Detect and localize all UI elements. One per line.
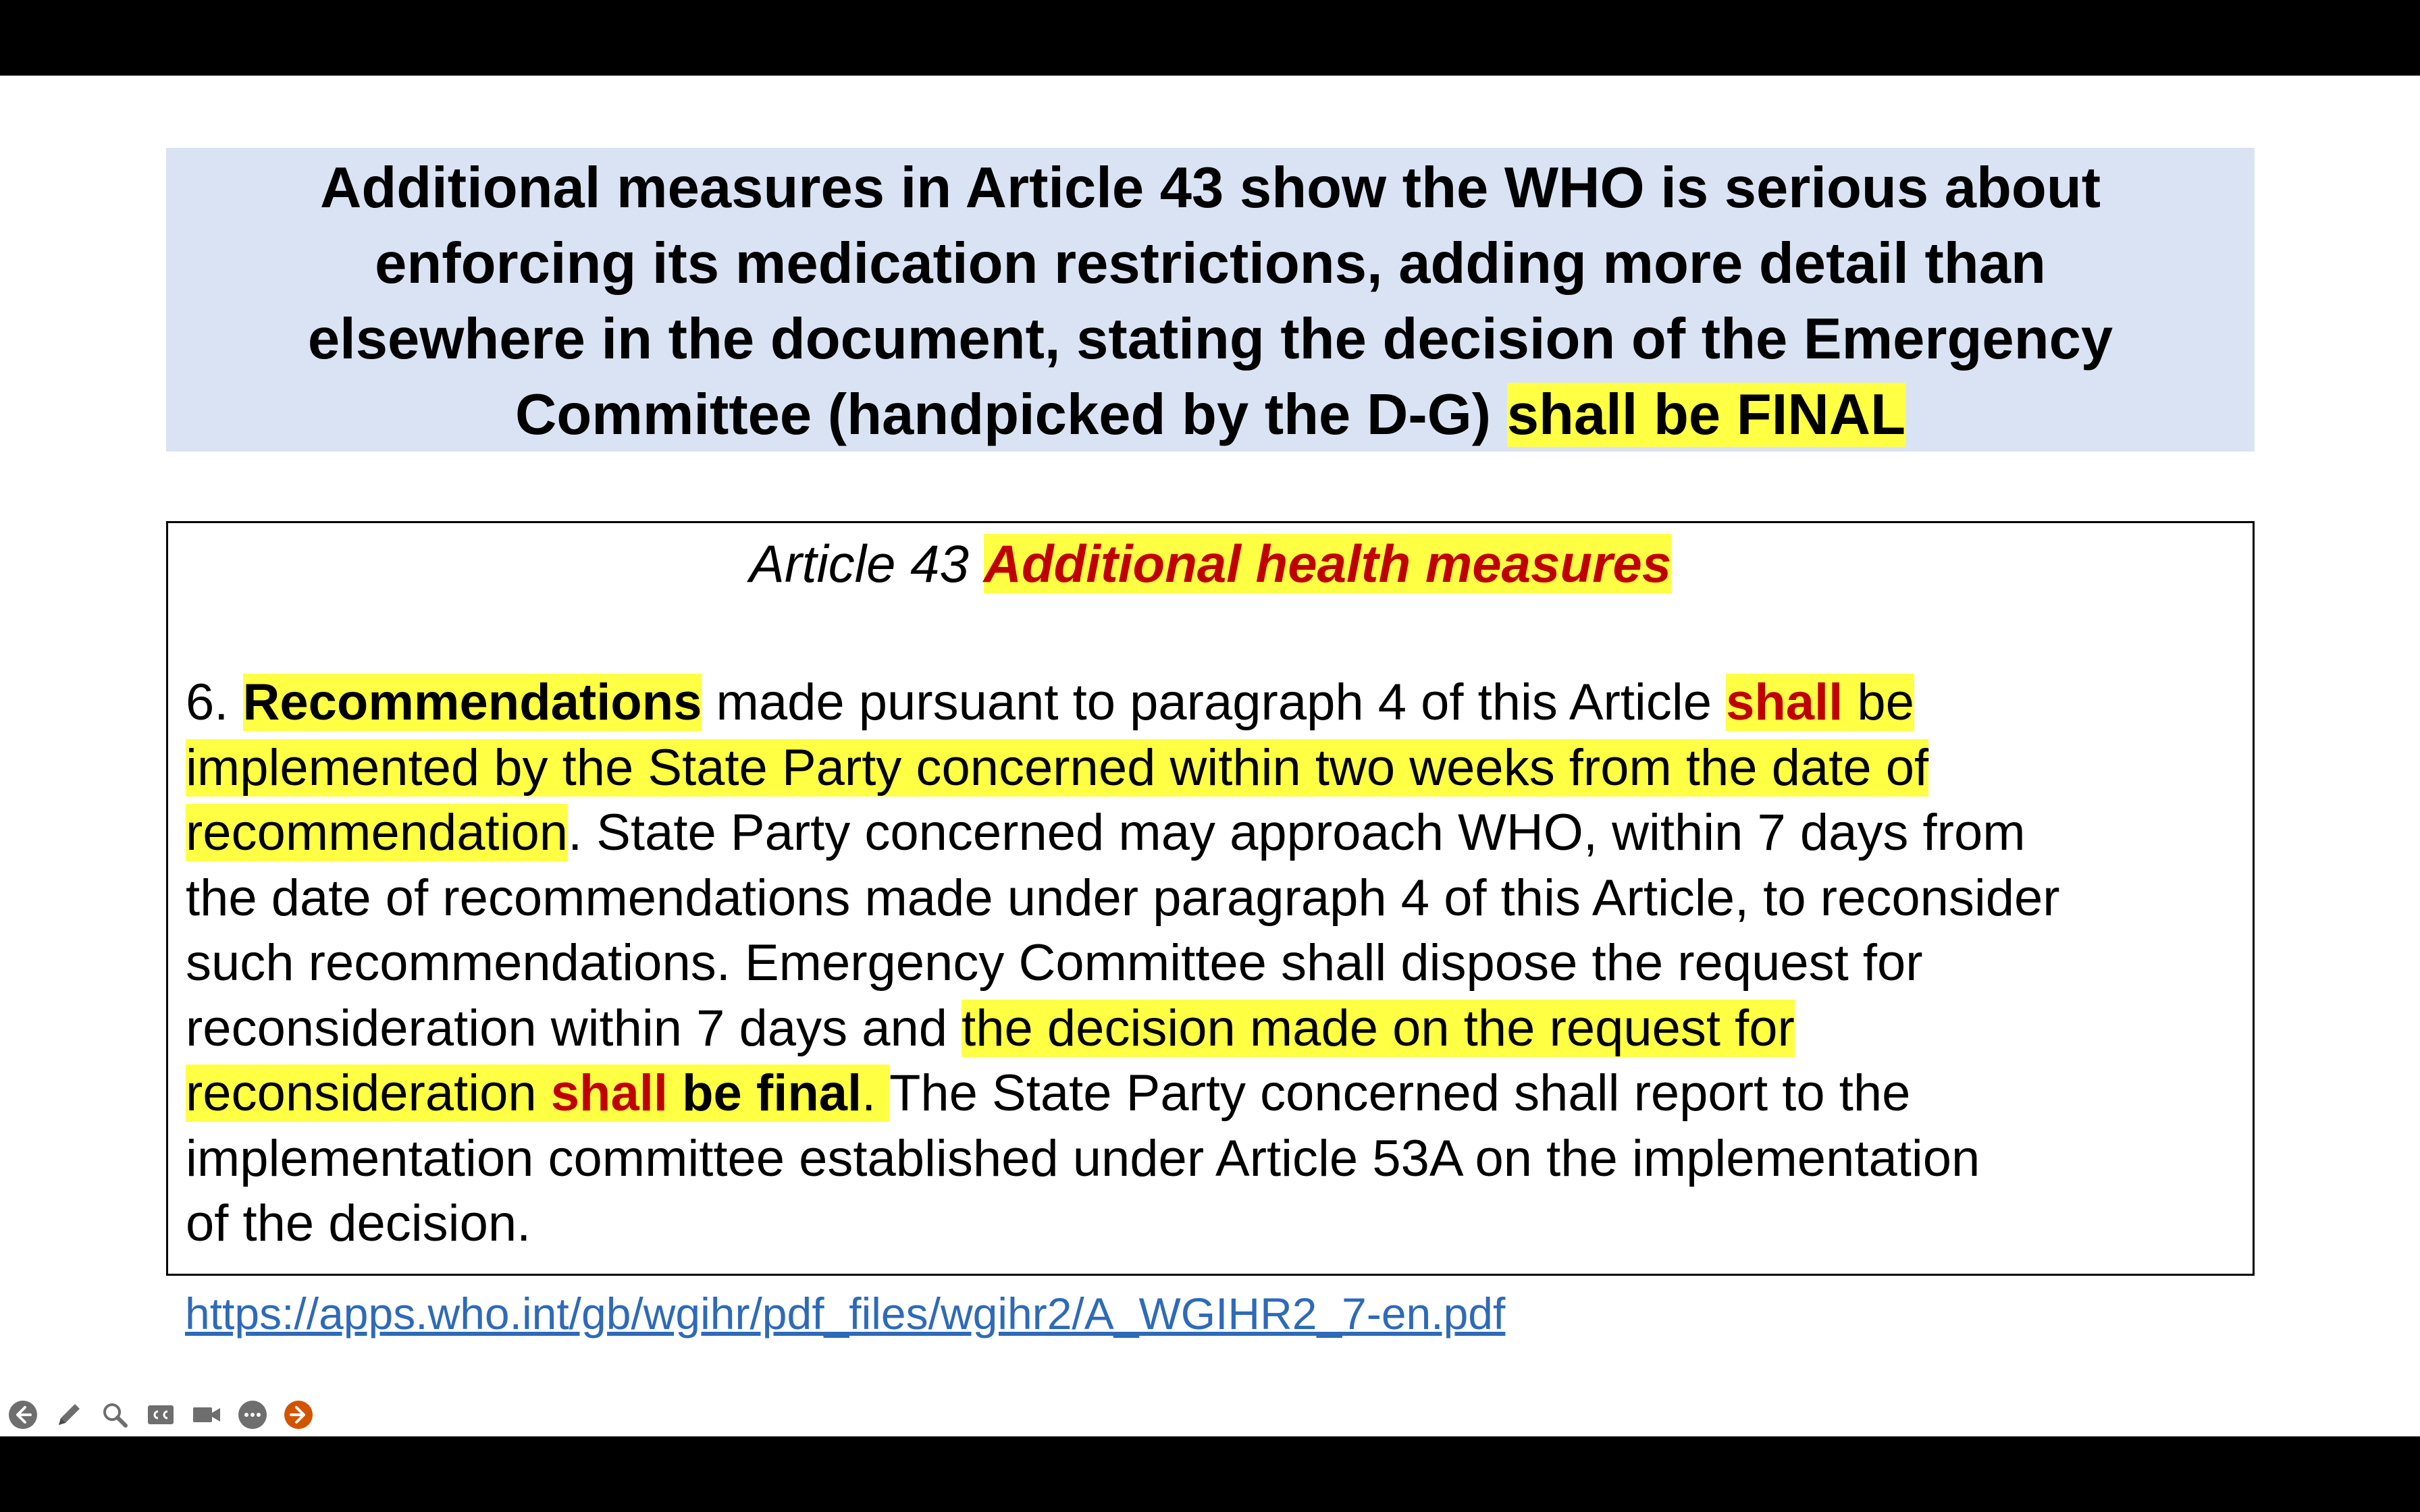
article-line: such recommendations. Emergency Committee shall dispose the request for bbox=[186, 934, 1923, 992]
title-line: elsewhere in the document, stating the decision of the Emergency bbox=[307, 307, 2113, 371]
article-quote-box bbox=[166, 521, 2255, 1276]
next-slide-icon bbox=[283, 1399, 314, 1430]
more-options-icon bbox=[237, 1399, 268, 1430]
previous-slide-button[interactable] bbox=[5, 1397, 41, 1432]
article-line bbox=[186, 670, 2238, 736]
captions-icon bbox=[145, 1399, 176, 1430]
article-number: Article 43 bbox=[749, 534, 984, 593]
zoom-icon bbox=[99, 1399, 130, 1430]
highlight-text: . bbox=[862, 1064, 889, 1122]
title-line bbox=[193, 377, 2228, 453]
title-highlight: shall be FINAL bbox=[1506, 383, 1906, 447]
captions-button[interactable] bbox=[143, 1397, 178, 1432]
article-line bbox=[186, 736, 2238, 801]
article-body bbox=[186, 670, 2238, 1257]
more-options-button[interactable] bbox=[235, 1397, 270, 1432]
title-line: enforcing its medication restrictions, adding more detail than bbox=[375, 232, 2046, 296]
highlight-shall: shall bbox=[550, 1064, 668, 1122]
slide-title-box bbox=[166, 148, 2255, 452]
paragraph-number: 6. bbox=[186, 674, 243, 731]
title-text: Committee (handpicked by the D-G) bbox=[515, 383, 1507, 447]
next-slide-button[interactable] bbox=[281, 1397, 316, 1432]
highlight-text: reconsideration bbox=[186, 1064, 551, 1122]
previous-slide-icon bbox=[7, 1399, 38, 1430]
camera-button[interactable] bbox=[189, 1397, 224, 1432]
highlight-text: implemented by the State Party concerned within two weeks from the date of bbox=[186, 738, 1929, 796]
text-span: made pursuant to paragraph 4 of this Article bbox=[702, 674, 1727, 731]
zoom-button[interactable] bbox=[97, 1397, 132, 1432]
article-heading bbox=[168, 530, 2253, 597]
pen-button[interactable] bbox=[51, 1397, 86, 1432]
text-span: reconsideration within 7 days and bbox=[186, 999, 962, 1057]
highlight-be-final: be final bbox=[667, 1064, 862, 1122]
highlight-recommendations: Recommendations bbox=[242, 674, 702, 731]
camera-icon bbox=[191, 1399, 222, 1430]
highlight-text: be bbox=[1843, 674, 1914, 731]
text-span: . State Party concerned may approach WHO, within 7 days from bbox=[568, 804, 2026, 861]
source-link[interactable]: https://apps.who.int/gb/wgihr/pdf_files/wgihr2/A_WGIHR2_7-en.pdf bbox=[185, 1289, 1506, 1339]
article-line: of the decision. bbox=[186, 1195, 531, 1252]
title-line: Additional measures in Article 43 show the WHO is serious about bbox=[319, 156, 2101, 220]
article-line bbox=[186, 801, 2238, 866]
article-line: the date of recommendations made under paragraph 4 of this Article, to reconsider bbox=[186, 869, 2060, 927]
highlight-shall: shall bbox=[1726, 674, 1843, 731]
slideshow-toolbar bbox=[5, 1396, 316, 1434]
article-title: Additional health measures bbox=[983, 534, 1672, 593]
article-line bbox=[186, 996, 2238, 1062]
article-line: implementation committee established under Article 53A on the implementation bbox=[186, 1129, 1980, 1187]
pen-icon bbox=[53, 1399, 84, 1430]
highlight-text: the decision made on the request for bbox=[962, 999, 1795, 1057]
highlight-text: recommendation bbox=[186, 804, 569, 861]
text-span: The State Party concerned shall report to the bbox=[889, 1064, 1911, 1122]
article-line bbox=[186, 1061, 2238, 1127]
slide bbox=[0, 76, 2420, 1436]
